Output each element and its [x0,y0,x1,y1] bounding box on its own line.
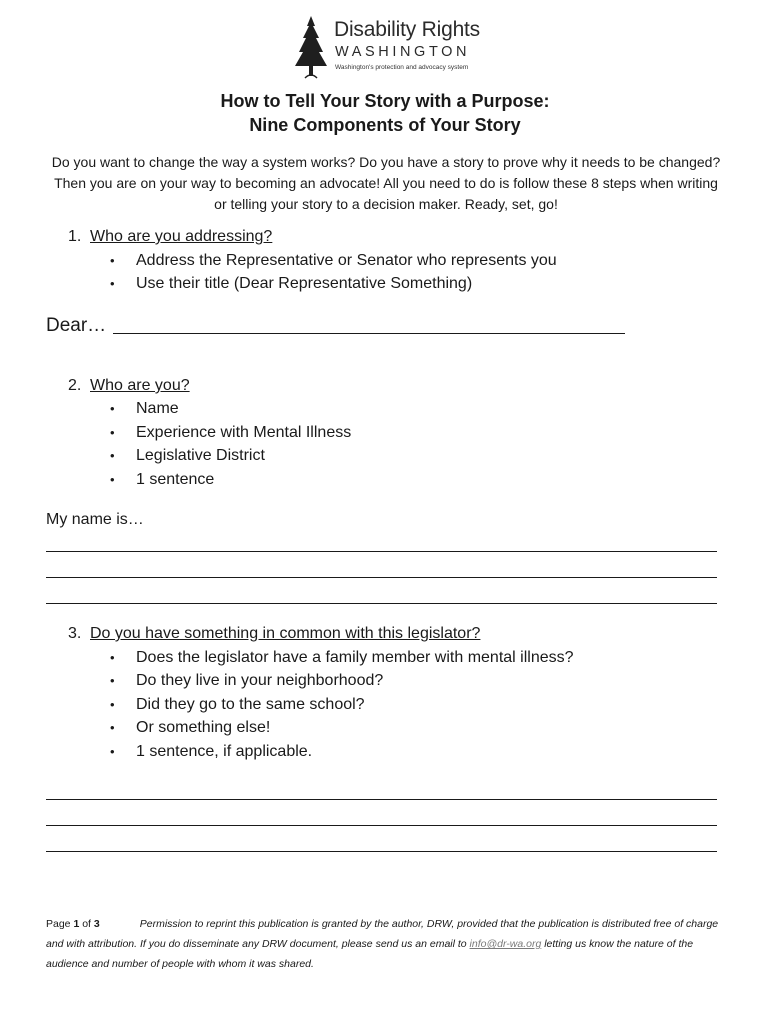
intro-paragraph: Do you want to change the way a system works? Do you have a story to prove why it needs to be changed? Then you are on your way to becoming an advocate! All you need to do is follow these 8 steps when writing or telling your story to a decision maker. Ready, set, go! [51,154,721,212]
writing-line[interactable] [46,799,717,800]
bullet-icon: • [110,253,115,268]
section-heading-text: Who are you addressing? [90,228,273,245]
section-3-heading [68,624,480,644]
list-item: • Name [110,400,179,417]
list-item: • Legislative District [110,447,265,464]
logo-state: WASHINGTON [335,44,471,60]
list-item: • 1 sentence, if applicable. [110,743,313,760]
page-title: How to Tell Your Story with a Purpose: [220,91,550,111]
bullet-icon: • [110,448,115,463]
my-name-label: My name is… [46,511,144,528]
list-item: • Address the Representative or Senator who represents you [110,252,557,269]
section-heading-text: Who are you? [90,377,190,394]
section-number: 2. [68,377,82,394]
email-link[interactable]: info@dr-wa.org [469,938,542,950]
list-item: • Did they go to the same school? [110,696,365,713]
section-heading-text: Do you have something in common with this legislator? [90,625,481,642]
page-number: Page 1 of 3 [46,918,100,930]
list-item: • Experience with Mental Illness [110,424,352,441]
section-2-heading [68,376,190,396]
dear-label: Dear… [46,315,107,336]
permission-text: Permission to reprint this publication is granted by the author, DRW, provided that the publication is distributed free of charge and with attribution. If you do disseminate any DRW document, please send us an email to [46,918,719,950]
bullet-icon: • [110,720,115,735]
writing-line[interactable] [46,851,717,852]
bullet-icon: • [110,697,115,712]
bullet-icon: • [110,425,115,440]
bullet-icon: • [110,673,115,688]
section-number: 3. [68,625,82,642]
writing-line[interactable] [46,577,717,578]
section-number: 1. [68,228,82,245]
tree-icon [294,16,328,80]
writing-line[interactable] [46,603,717,604]
list-item: • Does the legislator have a family member with mental illness? [110,649,574,666]
bullet-icon: • [110,401,115,416]
list-item: • Use their title (Dear Representative Something) [110,275,473,292]
writing-line[interactable] [46,551,717,552]
bullet-icon: • [110,472,115,487]
logo-name: Disability Rights [334,18,480,41]
permission-text-end: letting us know the nature of the audience and number of people with whom it was shared. [46,938,694,970]
bullet-icon: • [110,276,115,291]
bullet-icon: • [110,650,115,665]
writing-line[interactable] [46,825,717,826]
logo-tagline: Washington's protection and advocacy system [335,64,469,71]
list-item: • Or something else! [110,719,271,736]
dear-fill-line[interactable] [113,333,625,334]
list-item: • Do they live in your neighborhood? [110,672,384,689]
list-item: • 1 sentence [110,471,215,488]
organization-logo [294,16,494,80]
bullet-icon: • [110,744,115,759]
section-1-heading [68,227,272,247]
page-subtitle: Nine Components of Your Story [249,115,521,135]
footer-notice [46,914,726,974]
